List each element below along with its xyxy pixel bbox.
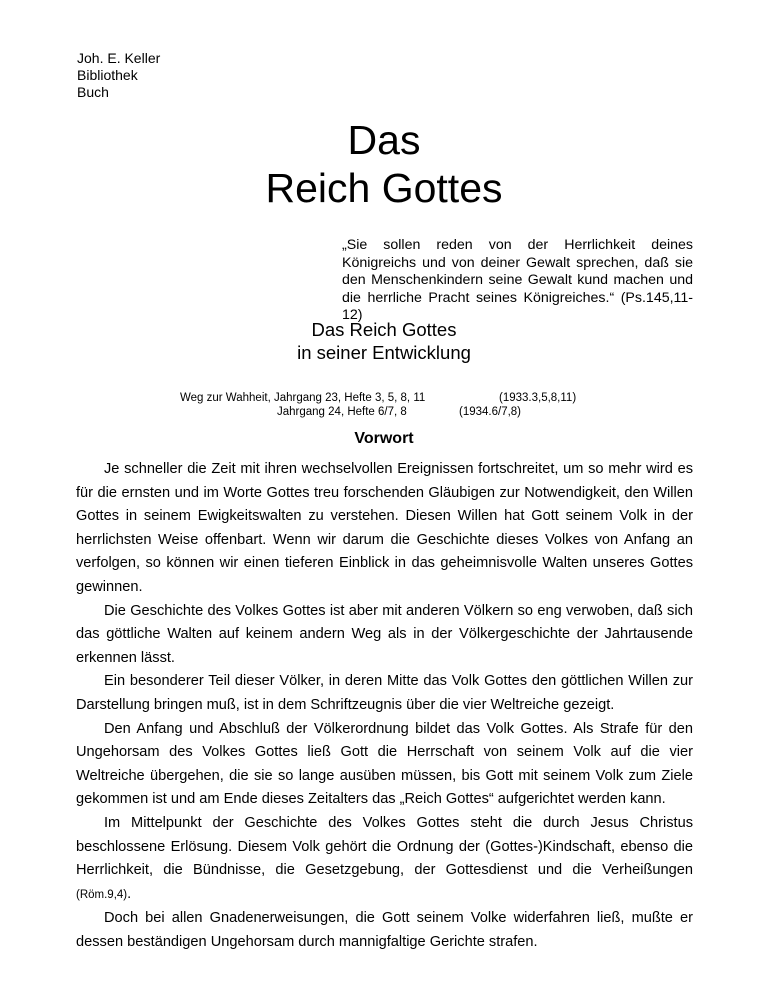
paragraph: Je schneller die Zeit mit ihren wechselvollen Ereignissen fortschreitet, um so mehr wird es für die ernsten und im Worte Gottes treu forschenden Gläubigen zur Notwendigkeit, den Willen Gottes in seinem Ewigkeitswalten zu verstehen. Diesen Willen hat Gott seinem Volk in der herrlichsten Weise offenbart. Wenn wir darum die Geschichte dieses Volkes von Anfang an verfolgen, so können wir einen tieferen Einblick in das geheimnisvolle Walten unseres Gottes gewinnen. (76, 461, 693, 595)
source-line-1: Weg zur Wahheit, Jahrgang 23, Hefte 3, 5, 8, 11 (180, 392, 426, 404)
header-author: Joh. E. Keller (77, 50, 161, 66)
paragraph: Die Geschichte des Volkes Gottes ist aber mit anderen Völkern so eng verwoben, daß sich das göttliche Walten auf keinem andern Weg als in der Völkergeschichte der Jahrtausende erkennen lässt. (76, 602, 693, 666)
paragraph: Ein besonderer Teil dieser Völker, in deren Mitte das Volk Gottes den göttlichen Willen zur Darstellung bringen muß, ist in dem Schriftzeugnis über die vier Weltreiche gezeigt. (76, 673, 693, 713)
paragraph-end: . (127, 885, 132, 902)
source-ref-2: (1934.6/7,8) (459, 406, 522, 418)
paragraph: Den Anfang und Abschluß der Völkerordnung bildet das Volk Gottes. Als Strafe für den Ungehorsam des Volkes Gottes ließ Gott die Herrschaft von seinem Volk auf die vier Weltreiche übergehen, die sie so lange ausüben müssen, bis Gott mit seinem Volk zum Ziele gekommen ist und am Ende dieses Zeitalters das „Reich Gottes“ aufgerichtet werden kann. (76, 720, 693, 808)
library-header (77, 50, 160, 101)
paragraph-text: Im Mittelpunkt der Geschichte des Volkes Gottes steht die durch Jesus Christus beschlossene Erlösung. Diesem Volk gehört die Ordnung der (Gottes-)Kindschaft, ebenso die Herrlichkeit, die Bündnisse, die Gesetzgebung, der Gottesdienst und die Verheißungen (76, 814, 693, 879)
body-text (76, 458, 693, 954)
paragraph: Doch bei allen Gnadenerweisungen, die Gott seinem Volke widerfahren ließ, mußte er dessen beständigen Ungehorsam durch mannigfaltige Gerichte strafen. (76, 910, 693, 950)
source-line-2: Jahrgang 24, Hefte 6/7, 8 (277, 406, 407, 418)
subtitle-line-1: Das Reich Gottes (311, 319, 457, 340)
title-line-2: Reich Gottes (265, 165, 503, 211)
paragraph (76, 812, 693, 907)
header-library: Bibliothek (77, 67, 138, 83)
title-line-1: Das (347, 117, 421, 163)
section-heading: Vorwort (354, 430, 414, 447)
bible-reference: (Röm.9,4) (76, 888, 128, 901)
header-book: Buch (77, 84, 109, 100)
source-ref-1: (1933.3,5,8,11) (499, 392, 577, 404)
subtitle-line-2: in seiner Entwicklung (297, 342, 471, 363)
epigraph-quote: „Sie sollen reden von der Herrlichkeit deines Königreichs und von deiner Gewalt sprechen, daß sie den Menschenkindern seine Gewalt kund machen und die herrliche Pracht seines Königreiches.“ (Ps.145,11-12) (342, 237, 693, 323)
